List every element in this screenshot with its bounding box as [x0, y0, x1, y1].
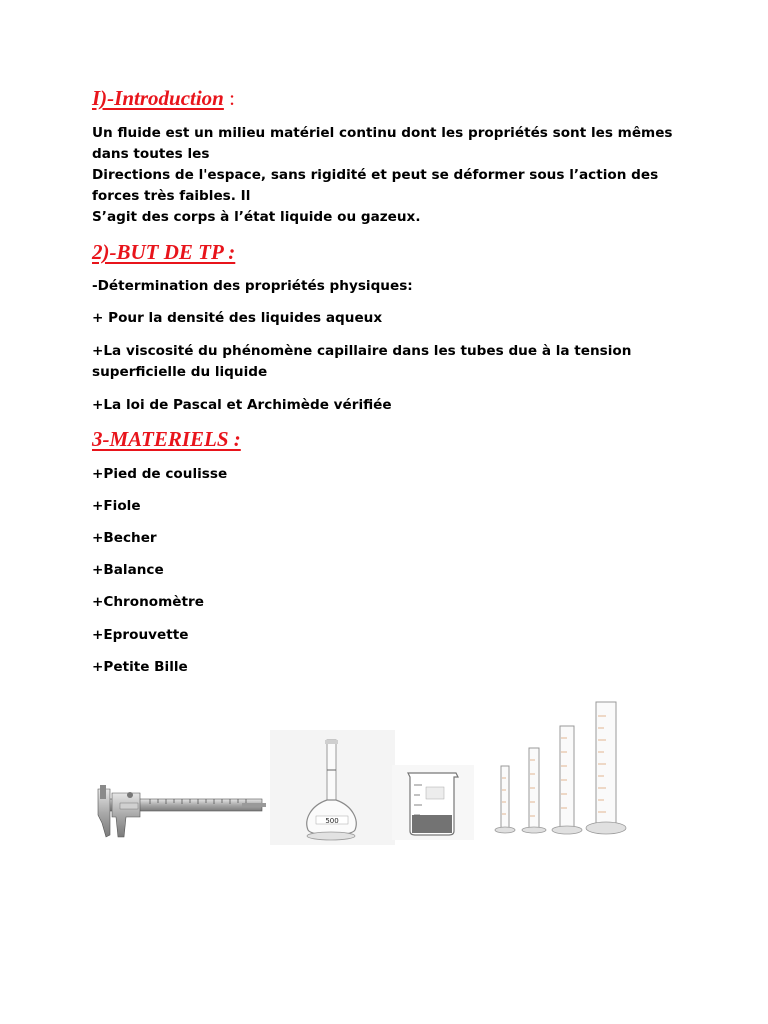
materiel-item: +Becher [92, 530, 157, 546]
intro-heading-text: I)-Introduction [92, 86, 224, 110]
materiels-heading-text: 3-MATERIELS : [92, 427, 241, 451]
but-item: +La loi de Pascal et Archimède vérifiée [92, 397, 392, 413]
but-heading-text: 2)-BUT DE TP : [92, 240, 236, 264]
materiel-item: +Eprouvette [92, 627, 189, 643]
intro-paragraph [92, 123, 692, 228]
graduated-cylinders-icon [490, 698, 635, 838]
intro-line: S’agit des corps à l’état liquide ou gazeux. [92, 209, 421, 225]
intro-line: Un fluide est un milieu matériel continu dont les propriétés sont les mêmes dans toutes les [92, 125, 673, 162]
beaker-icon [392, 765, 474, 840]
flask-volume-label: 500 [325, 817, 339, 825]
but-item: -Détermination des propriétés physiques: [92, 278, 413, 294]
intro-line: Directions de l'espace, sans rigidité et peut se déformer sous l’action des forces très faibles. Il [92, 167, 659, 204]
volumetric-flask-icon [270, 730, 395, 845]
intro-heading-suffix: : [223, 86, 235, 110]
materiel-item: +Petite Bille [92, 659, 188, 675]
materiels-heading [92, 427, 241, 452]
materiel-item: +Fiole [92, 498, 141, 514]
intro-heading [92, 86, 235, 111]
materiel-item: +Balance [92, 562, 164, 578]
vernier-caliper-icon [90, 775, 268, 845]
materiel-item: +Pied de coulisse [92, 466, 228, 482]
but-item: +La viscosité du phénomène capillaire dans les tubes due à la tension superficielle du liquide [92, 343, 632, 380]
but-item: + Pour la densité des liquides aqueux [92, 310, 383, 326]
materiel-item: +Chronomètre [92, 594, 204, 610]
but-heading [92, 240, 235, 265]
